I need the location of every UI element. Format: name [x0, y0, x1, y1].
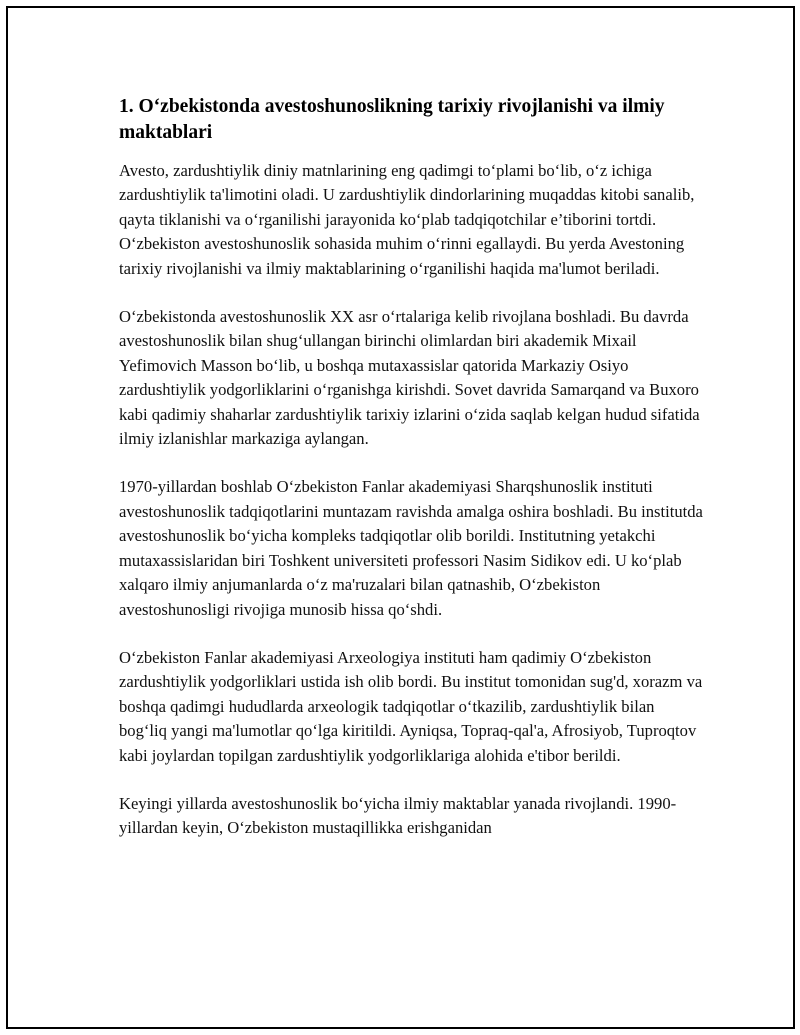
document-page — [6, 6, 795, 1029]
document-body — [119, 94, 704, 865]
paragraph-1: Avesto, zardushtiylik diniy matnlarining eng qadimgi to‘plami bo‘lib, o‘z ichiga zardushtiylik ta'limotini oladi. U zardushtiylik dindorlarining muqaddas kitobi sanalib, qayta tiklanishi va o‘rganilishi jarayonida ko‘plab tadqiqotchilar e’tiborini tortdi. O‘zbekiston avestoshunoslik sohasida muhim o‘rinni egallaydi. Bu yerda Avestoning tarixiy rivojlanishi va ilmiy maktablarining o‘rganilishi haqida ma'lumot beriladi. — [119, 161, 695, 278]
paragraph-3: 1970-yillardan boshlab O‘zbekiston Fanlar akademiyasi Sharqshunoslik instituti avestoshunoslik tadqiqotlarini muntazam ravishda amalga oshira boshladi. Bu institutda avestoshunoslik bo‘yicha kompleks tadqiqotlar olib borildi. Institutning yetakchi mutaxassislaridan biri Toshkent universiteti professori Nasim Sidikov edi. U ko‘plab xalqaro ilmiy anjumanlarda o‘z ma'ruzalari bilan qatnashib, O‘zbekiston avestoshunosligi rivojiga munosib hissa qo‘shdi. — [119, 477, 703, 619]
section-heading: 1. O‘zbekistonda avestoshunoslikning tarixiy rivojlanishi va ilmiy maktablari — [119, 96, 665, 143]
paragraph-2: O‘zbekistonda avestoshunoslik XX asr o‘rtalariga kelib rivojlana boshladi. Bu davrda avestoshunoslik bilan shug‘ullangan birinchi olimlardan biri akademik Mixail Yefimovich Masson bo‘lib, u boshqa mutaxassislar qatorida Markaziy Osiyo zardushtiylik yodgorliklarini o‘rganishga kirishdi. Sovet davrida Samarqand va Buxoro kabi qadimiy shaharlar zardushtiylik tarixiy izlarini o‘zida saqlab kelgan hudud sifatida ilmiy izlanishlar markaziga aylangan. — [119, 307, 700, 449]
paragraph-4: O‘zbekiston Fanlar akademiyasi Arxeologiya instituti ham qadimiy O‘zbekiston zardushtiylik yodgorliklari ustida ish olib bordi. Bu institut tomonidan sug'd, xorazm va boshqa qadimgi hududlarda arxeologik tadqiqotlar o‘tkazilib, zardushtiylik bilan bog‘liq yangi ma'lumotlar qo‘lga kiritildi. Ayniqsa, Topraq-qal'a, Afrosiyob, Tuproqtov kabi joylardan topilgan zardushtiylik yodgorliklariga alohida e'tibor berildi. — [119, 647, 703, 765]
paragraph-5: Keyingi yillarda avestoshunoslik bo‘yicha ilmiy maktablar yanada rivojlandi. 1990-yillardan keyin, O‘zbekiston mustaqillikka erishganidan — [119, 793, 677, 838]
